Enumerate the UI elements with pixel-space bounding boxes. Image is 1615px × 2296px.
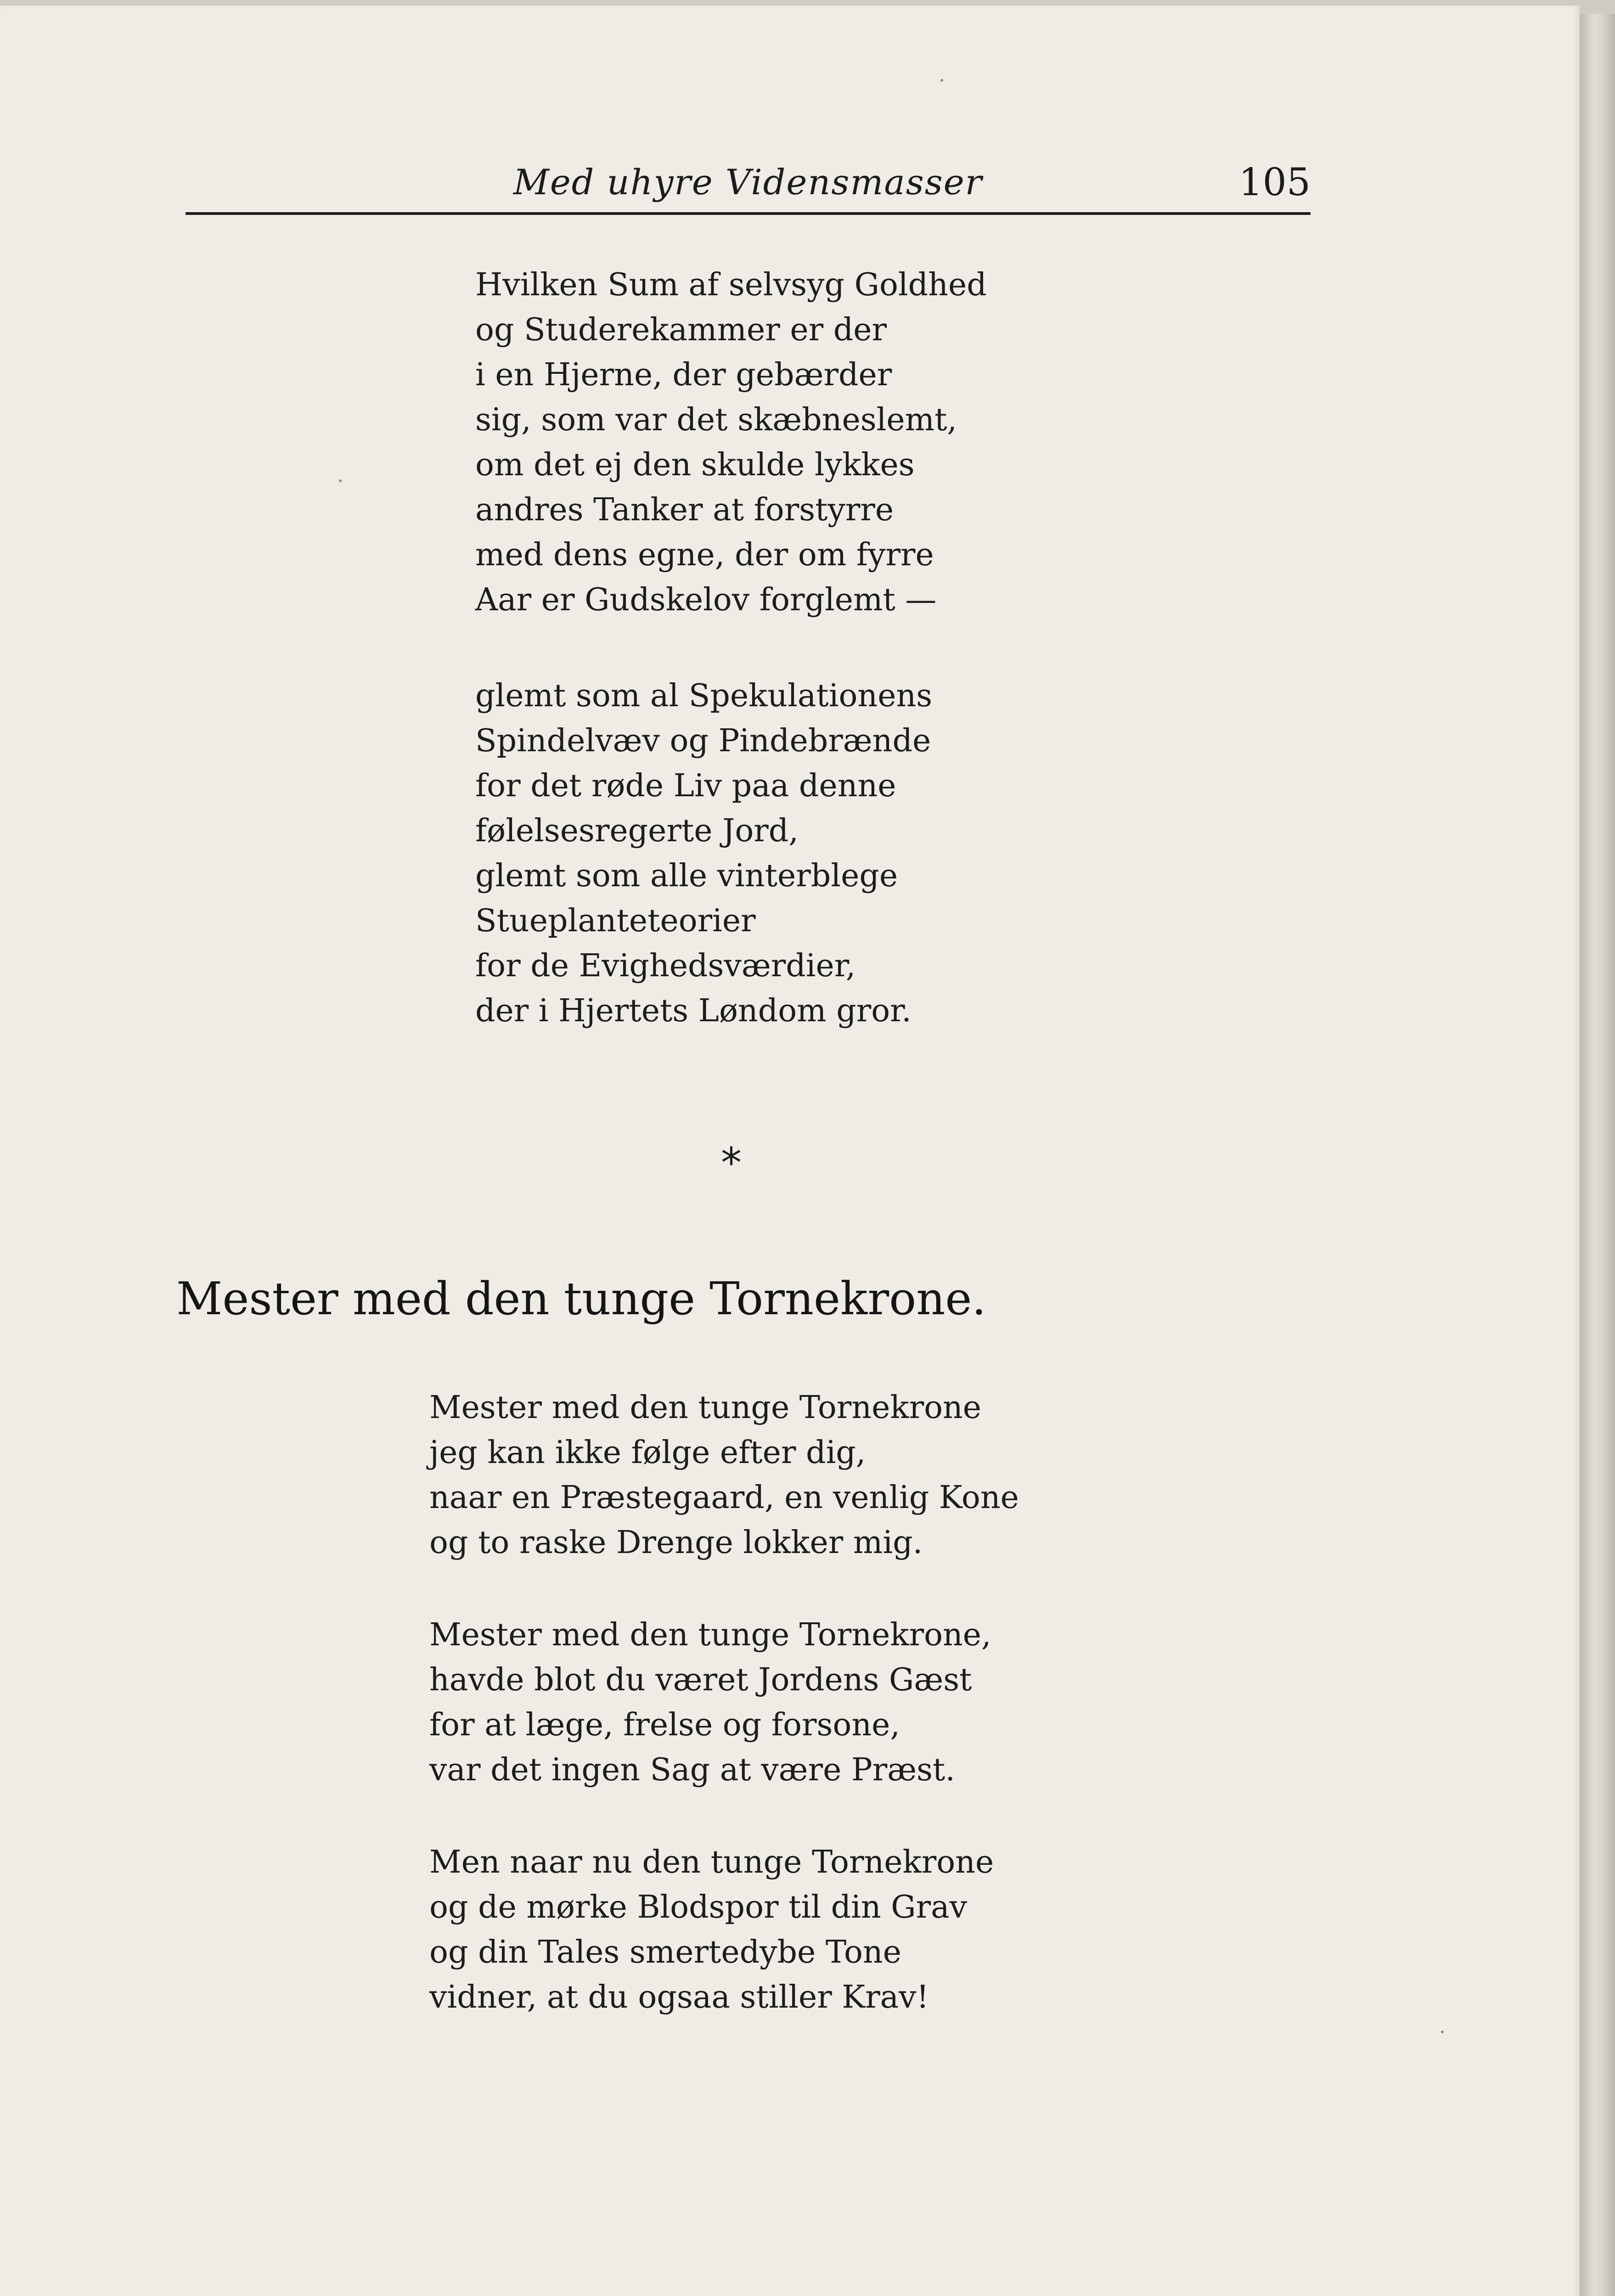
verse-line: i en Hjerne, der gebærder: [475, 357, 892, 393]
verse-line: og to raske Drenge lokker mig.: [429, 1525, 923, 1561]
book-page: [0, 6, 1580, 2296]
verse-line: sig, som var det skæbneslemt,: [475, 402, 957, 438]
section-ornament: ⁎: [721, 1126, 742, 1174]
verse-line: for de Evighedsværdier,: [475, 948, 856, 984]
stanza-2: [475, 674, 932, 1034]
running-title: Med uhyre Vidensmasser: [513, 162, 983, 203]
verse-line: Men naar nu den tunge Tornekrone: [429, 1844, 994, 1880]
verse-line: og din Tales smertedybe Tone: [429, 1934, 901, 1970]
verse-line: Mester med den tunge Tornekrone: [429, 1390, 982, 1426]
stanza-4: [429, 1613, 991, 1793]
verse-line: Mester med den tunge Tornekrone,: [429, 1617, 991, 1653]
verse-line: jeg kan ikke følge efter dig,: [429, 1435, 866, 1471]
verse-line: Spindelvæv og Pindebrænde: [475, 723, 931, 759]
verse-line: havde blot du været Jordens Gæst: [429, 1662, 972, 1698]
verse-line: om det ej den skulde lykkes: [475, 447, 915, 483]
stanza-3: [429, 1385, 1019, 1565]
page-number: 105: [1238, 161, 1311, 204]
verse-line: vidner, at du ogsaa stiller Krav!: [429, 1979, 929, 2015]
verse-line: andres Tanker at forstyrre: [475, 492, 894, 528]
stanza-1: [475, 263, 987, 623]
verse-line: var det ingen Sag at være Præst.: [429, 1752, 955, 1788]
paper-speck: [940, 79, 943, 82]
verse-line: følelsesregerte Jord,: [475, 813, 799, 849]
verse-line: for at læge, frelse og forsone,: [429, 1707, 900, 1743]
verse-line: med dens egne, der om fyrre: [475, 537, 934, 573]
page-header: [186, 143, 1311, 215]
stanza-5: [429, 1840, 994, 2020]
verse-line: Hvilken Sum af selvsyg Goldhed: [475, 267, 987, 303]
verse-line: naar en Præstegaard, en venlig Kone: [429, 1480, 1019, 1516]
verse-line: for det røde Liv paa denne: [475, 768, 896, 804]
verse-line: og de mørke Blodspor til din Grav: [429, 1889, 968, 1925]
page-edge-shadow: [1580, 14, 1615, 2296]
poem-title: Mester med den tunge Tornekrone.: [176, 1273, 986, 1325]
verse-line: Stueplanteteorier: [475, 903, 756, 939]
paper-speck: [1441, 2031, 1444, 2033]
verse-line: der i Hjertets Løndom gror.: [475, 993, 912, 1029]
verse-line: glemt som alle vinterblege: [475, 858, 898, 894]
verse-line: Aar er Gudskelov forglemt —: [475, 582, 937, 618]
paper-speck: [339, 479, 342, 482]
verse-line: glemt som al Spekulationens: [475, 678, 933, 714]
verse-line: og Studerekammer er der: [475, 312, 887, 348]
